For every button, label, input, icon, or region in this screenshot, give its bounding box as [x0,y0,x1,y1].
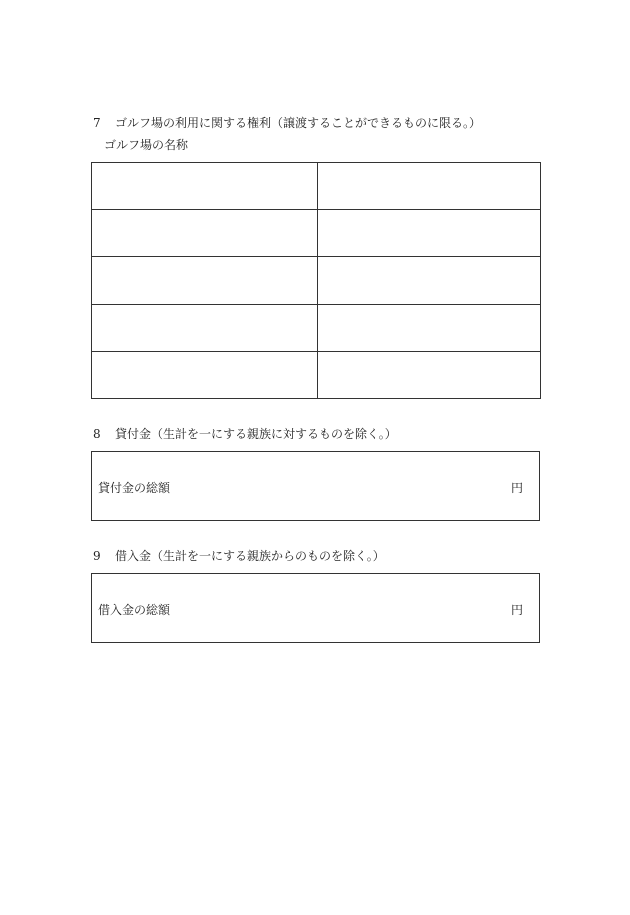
section-7-title: ゴルフ場の利用に関する権利（譲渡することができるものに限る。） [115,116,482,130]
table-cell[interactable] [318,304,541,351]
golf-course-name-label: ゴルフ場の名称 [104,138,189,152]
table-row [92,163,541,210]
section-8-heading [93,428,397,440]
yen-unit-label: 円 [510,603,523,617]
section-9-heading [93,550,385,562]
section-9-number: 9 [93,549,101,563]
table-cell[interactable] [92,351,318,398]
section-7-heading [93,117,481,129]
section-9-title: 借入金（生計を一にする親族からのものを除く。） [115,549,385,563]
borrowings-total-label: 借入金の総額 [98,603,171,617]
table-row [92,257,541,304]
table-cell[interactable] [92,210,318,257]
table-cell[interactable] [318,163,541,210]
table-cell[interactable] [318,351,541,398]
table-row [92,351,541,398]
golf-course-table [91,162,541,399]
loan-receivable-total-label: 貸付金の総額 [98,481,171,495]
yen-unit-label: 円 [510,481,523,495]
table-cell[interactable] [92,257,318,304]
section-8-title: 貸付金（生計を一にする親族に対するものを除く。） [115,427,397,441]
table-row [92,304,541,351]
table-cell[interactable] [318,257,541,304]
section-8-number: 8 [93,427,101,441]
table-cell[interactable] [318,210,541,257]
table-row [92,210,541,257]
section-7-number: 7 [93,116,101,130]
table-cell[interactable] [92,163,318,210]
loan-receivable-total-box[interactable] [91,451,540,521]
borrowings-total-box[interactable] [91,573,540,643]
table-cell[interactable] [92,304,318,351]
